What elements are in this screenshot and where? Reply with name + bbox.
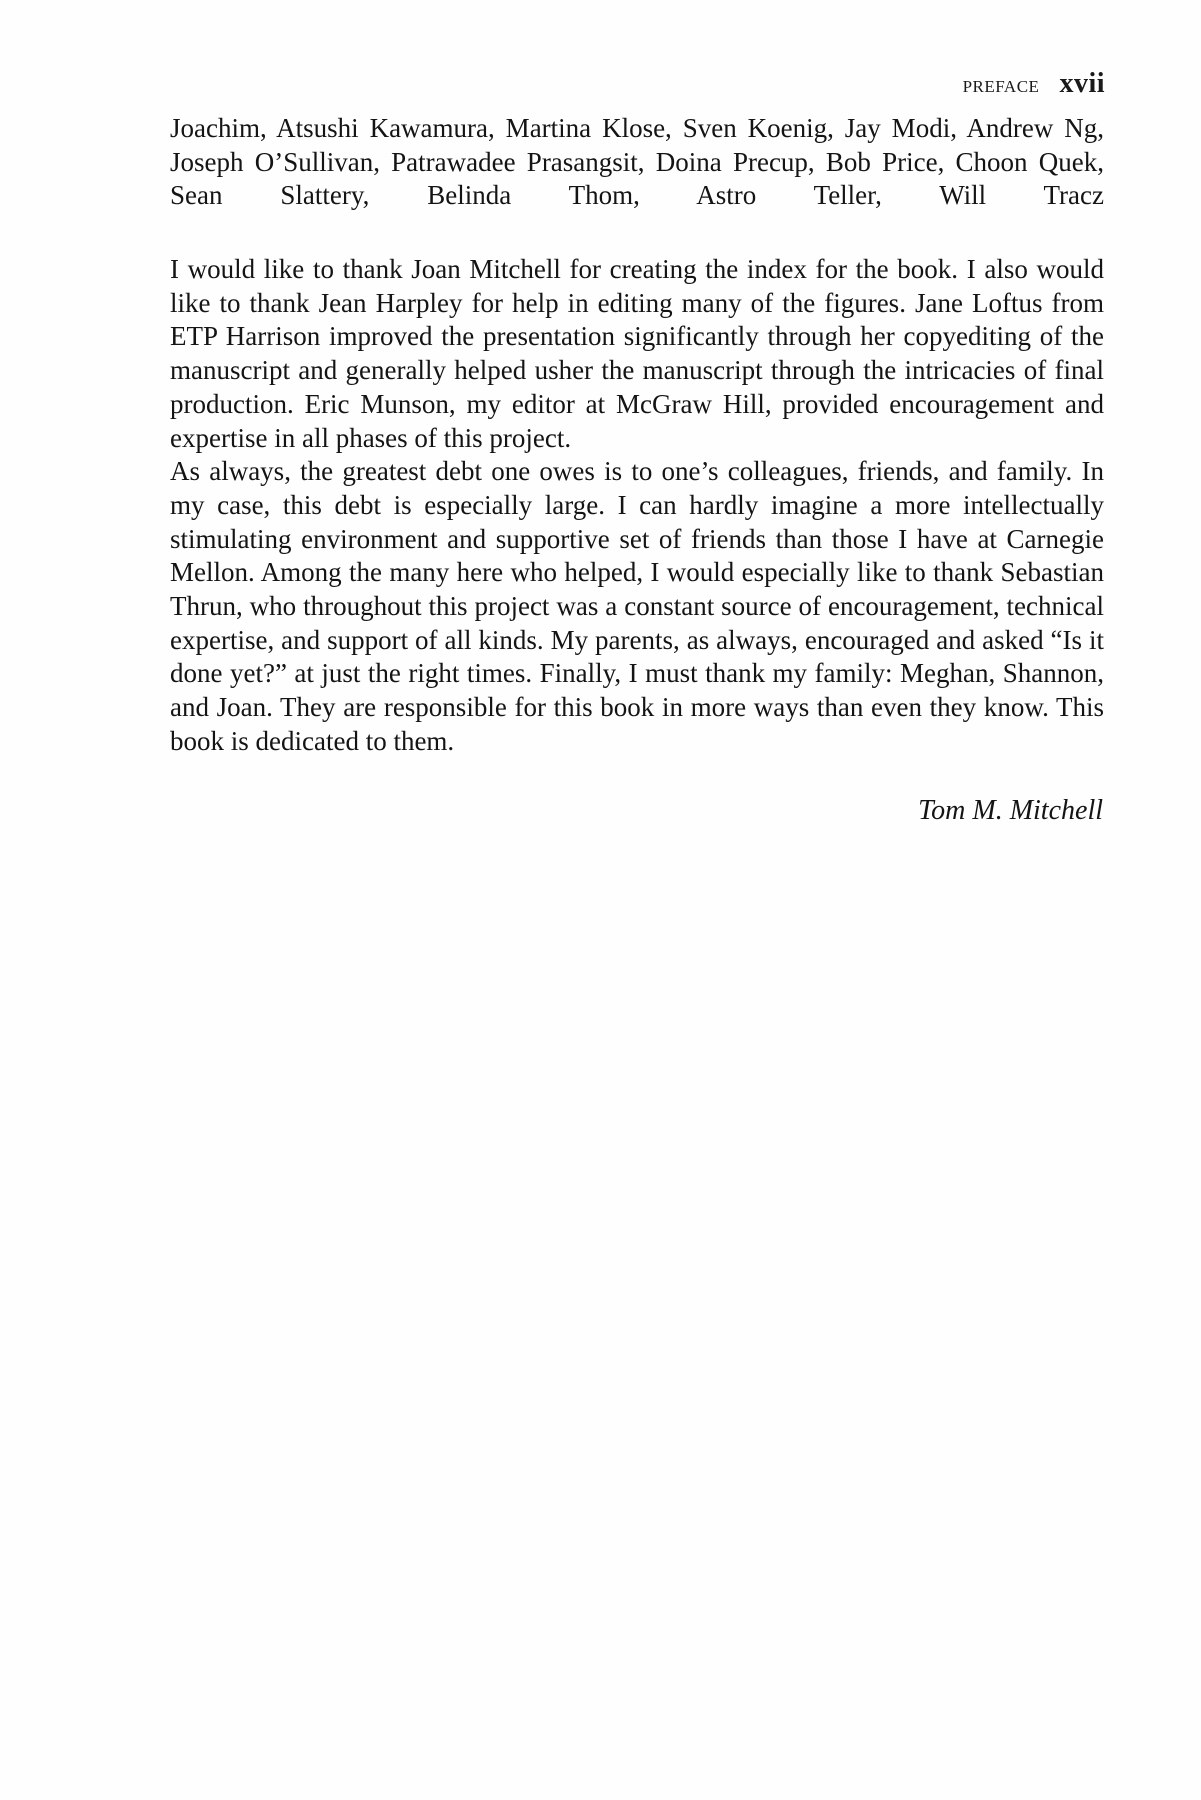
author-signature: Tom M. Mitchell xyxy=(918,795,1103,826)
section-label: PREFACE xyxy=(962,77,1040,96)
preface-body xyxy=(170,253,1104,759)
paragraph-thanks-colleagues-family: As always, the greatest debt one owes is to one’s colleagues, friends, and family. In my case, this debt is especially large. I can hardly imagine a more intellectually stimulating environment and supportive set of friends than those I have at Carnegie Mellon. Among the many here who helped, I would especially like to thank Sebastian Thrun, who throughout this project was a constant source of encouragement, technical expertise, and support of all kinds. My parents, as always, encouraged and asked “Is it done yet?” at just the right times. Finally, I must thank my family: Meghan, Shannon, and Joan. They are responsible for this book in more ways than even they know. This book is dedicated to them. xyxy=(170,456,1104,756)
acknowledgment-names-block xyxy=(170,112,1104,213)
acknowledgment-names: Joachim, Atsushi Kawamura, Martina Klose, Sven Koenig, Jay Modi, Andrew Ng, Joseph O’Sullivan, Patrawadee Prasangsit, Doina Precup, Bob Price, Choon Quek, Sean Slattery, Belinda Thom, Astro Teller, Will Tracz xyxy=(170,113,1104,211)
running-head xyxy=(963,68,1105,100)
paragraph-thanks-production: I would like to thank Joan Mitchell for creating the index for the book. I also would like to thank Jean Harpley for help in editing many of the figures. Jane Loftus from ETP Harrison improved the presentation significantly through her copyediting of the manuscript and generally helped usher the manuscript through the intricacies of final production. Eric Munson, my editor at McGraw Hill, provided encouragement and expertise in all phases of this project. xyxy=(170,254,1104,453)
page-number: xvii xyxy=(1059,68,1105,99)
